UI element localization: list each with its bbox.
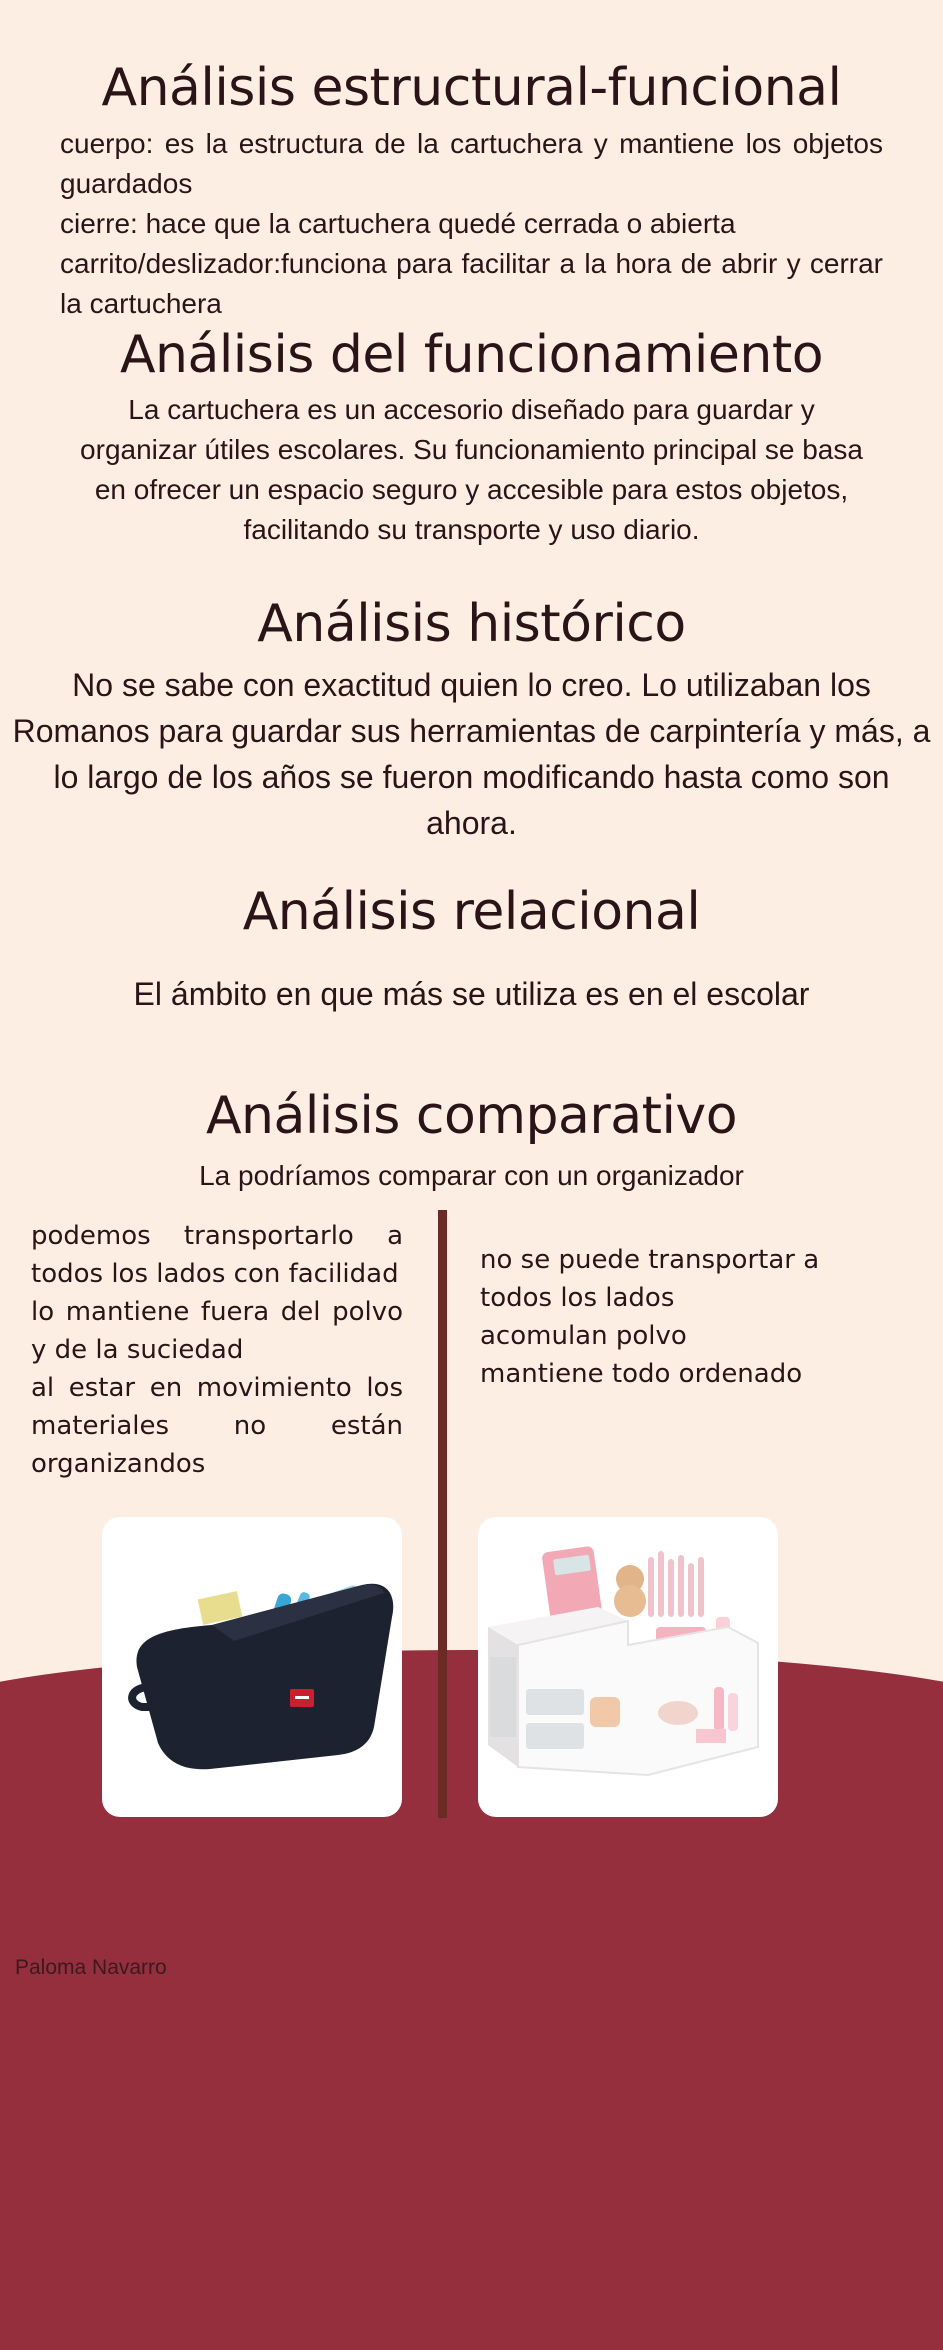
pencil-case-icon [102,1517,402,1817]
historico-text: No se sabe con exactitud quien lo creo. Lo utilizaban los Romanos para guardar sus herramientas de carpintería y más, a lo largo de los años se fueron modificando hasta como son ahora. [12,667,931,841]
estructural-line-cuerpo: cuerpo: es la estructura de la cartuchera y mantiene los objetos guardados [60,128,883,199]
author-footer: Paloma Navarro [15,1956,167,1979]
right-point-polvo: acomulan polvo [480,1321,687,1351]
left-point-organizar: al estar en movimiento los materiales no están organizandos [31,1373,403,1479]
right-point-ordenado: mantiene todo ordenado [480,1359,803,1389]
column-divider [438,1210,447,1818]
estructural-line-carrito: carrito/deslizador:funciona para facilitar a la hora de abrir y cerrar la cartuchera [60,248,883,319]
estructural-line-cierre: cierre: hace que la cartuchera quedé cerrada o abierta [60,208,736,239]
desk-organizer-icon [478,1517,778,1817]
relacional-text: El ámbito en que más se utiliza es en el escolar [133,976,810,1012]
heading-estructural: Análisis estructural-funcional [101,58,842,118]
right-point-transportar: no se puede transportar a todos los lados [480,1245,820,1313]
pencil-case-image [102,1517,402,1817]
heading-relacional: Análisis relacional [242,882,701,942]
comparativo-subtitle: La podríamos comparar con un organizador [199,1160,744,1191]
organizer-image [478,1517,778,1817]
heading-comparativo: Análisis comparativo [205,1086,738,1146]
left-point-polvo: lo mantiene fuera del polvo y de la suciedad [31,1297,403,1365]
comparativo-left-column [31,1217,403,1483]
comparativo-right-column [480,1241,840,1393]
funcionamiento-text: La cartuchera es un accesorio diseñado para guardar y organizar útiles escolares. Su funcionamiento principal se basa en ofrecer un espacio seguro y accesible para estos objetos, facilitando su transporte y uso diario. [80,394,863,545]
left-point-transportar: podemos transportarlo a todos los lados con facilidad [31,1221,403,1289]
heading-historico: Análisis histórico [257,594,686,654]
heading-funcionamiento: Análisis del funcionamiento [119,325,824,385]
